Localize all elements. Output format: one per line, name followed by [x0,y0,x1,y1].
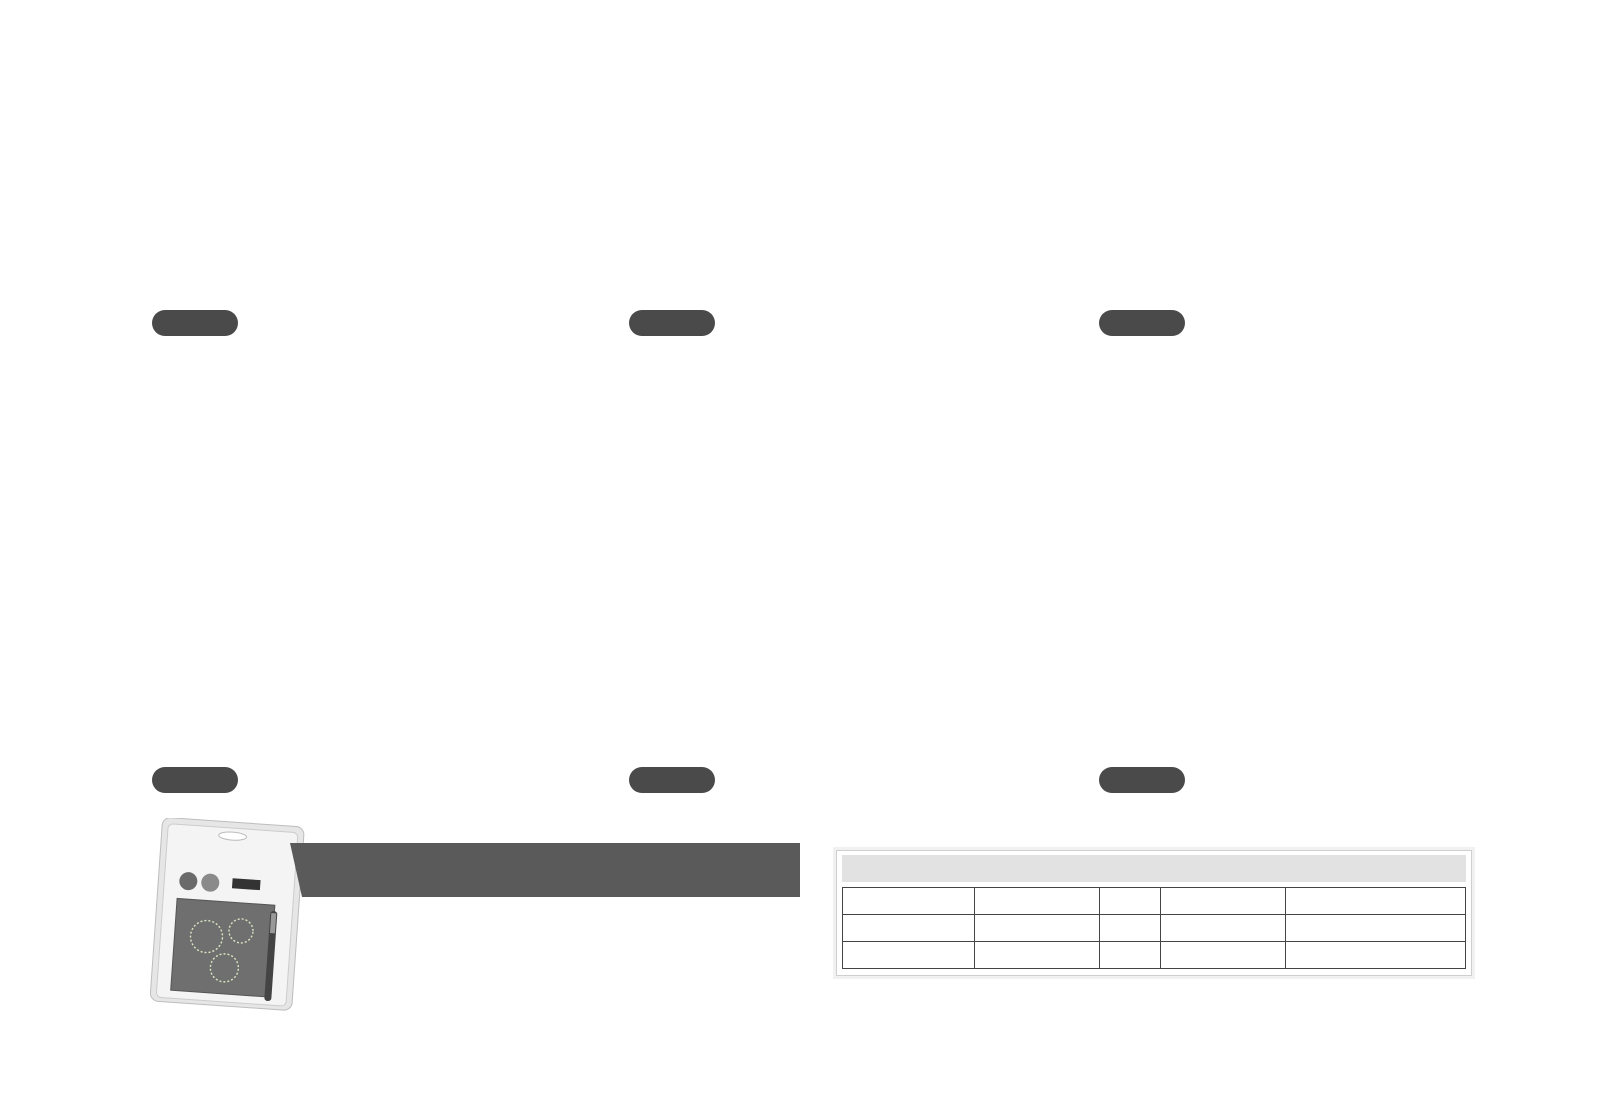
product-caption [152,757,592,805]
item-number-badge [629,310,715,336]
table-cell [1286,942,1466,969]
column-header [1286,888,1466,915]
table-cell [974,915,1099,942]
packing-table [842,887,1466,969]
stencil-image [150,366,534,666]
table-cell [1161,942,1286,969]
product-caption [629,757,1069,805]
item-number-badge [152,310,238,336]
table-cell [843,942,975,969]
column-header [974,888,1099,915]
table-cell [843,915,975,942]
table-cell [1099,942,1161,969]
table-cell [1161,915,1286,942]
item-number-badge [152,767,238,793]
product-caption [1099,757,1539,805]
stencil-image [627,366,1011,666]
item-number-badge [1099,310,1185,336]
stencil-image [150,0,534,292]
stencil-card-17060 [627,366,1011,666]
table-header-row [843,888,1466,915]
packing-table-box [836,850,1472,976]
stencil-card-17061 [1096,366,1480,666]
table-row [843,942,1466,969]
stencil-image [1096,0,1480,292]
table-cell [974,942,1099,969]
table-cell [1099,915,1161,942]
package-image [150,818,306,1014]
package-photo [150,818,306,1014]
column-header [843,888,975,915]
table-row [843,915,1466,942]
column-header [1161,888,1286,915]
packing-title [842,855,1466,882]
stencil-card-17057 [627,0,1011,292]
stencil-image [627,0,1011,292]
stencil-card-17058 [1096,0,1480,292]
product-caption [629,300,1069,348]
product-caption [152,300,592,348]
item-number-badge [629,767,715,793]
stencil-image [1096,366,1480,666]
item-number-badge [1099,767,1185,793]
stencil-card-17056 [150,0,534,292]
column-header [1099,888,1161,915]
banner-tip [290,843,302,897]
product-caption [1099,300,1539,348]
stencil-card-17059 [150,366,534,666]
table-cell [1286,915,1466,942]
section-title [302,843,800,897]
